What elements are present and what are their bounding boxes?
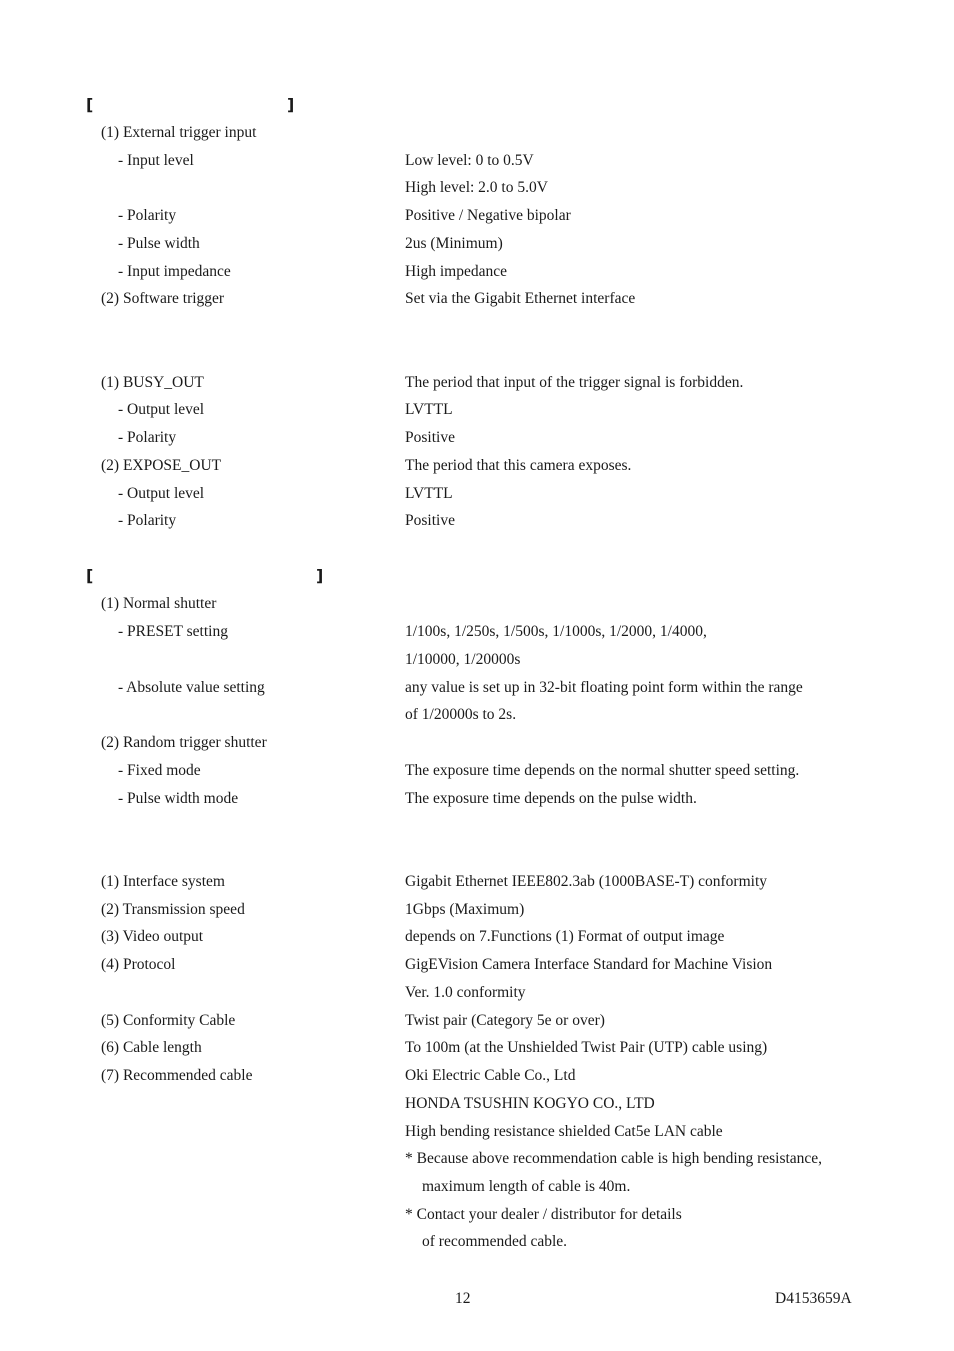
- expose-out-value: The period that this camera exposes.: [405, 457, 632, 474]
- input-level-high: High level: 2.0 to 5.0V: [405, 179, 548, 196]
- recommended-cable-note: * Contact your dealer / distributor for details: [405, 1206, 682, 1223]
- video-output-label: (3) Video output: [101, 928, 204, 945]
- expose-out-polarity-label: - Polarity: [118, 512, 177, 529]
- section-heading-close-bracket: ]: [287, 95, 295, 114]
- interface-system-label: (1) Interface system: [101, 873, 225, 890]
- conformity-cable-label: (5) Conformity Cable: [101, 1012, 236, 1029]
- recommended-cable-label: (7) Recommended cable: [101, 1067, 253, 1084]
- conformity-cable-value: Twist pair (Category 5e or over): [405, 1012, 605, 1029]
- normal-shutter-label: (1) Normal shutter: [101, 595, 217, 612]
- random-trigger-shutter-label: (2) Random trigger shutter: [101, 734, 267, 751]
- expose-out-label: (2) EXPOSE_OUT: [101, 457, 222, 474]
- transmission-speed-value: 1Gbps (Maximum): [405, 901, 525, 918]
- busy-out-polarity-label: - Polarity: [118, 429, 177, 446]
- input-impedance-value: High impedance: [405, 263, 508, 280]
- busy-out-label: (1) BUSY_OUT: [101, 374, 204, 391]
- external-trigger-label: (1) External trigger input: [101, 124, 257, 141]
- cable-length-value: To 100m (at the Unshielded Twist Pair (UTP) cable using): [405, 1039, 768, 1056]
- absolute-setting-line2: of 1/20000s to 2s.: [405, 706, 517, 723]
- software-trigger-label: (2) Software trigger: [101, 290, 225, 307]
- busy-out-value: The period that input of the trigger signal is forbidden.: [405, 374, 744, 391]
- page-number: 12: [455, 1290, 471, 1307]
- fixed-mode-value: The exposure time depends on the normal shutter speed setting.: [405, 762, 800, 779]
- input-level-label: - Input level: [118, 152, 194, 169]
- expose-out-polarity-value: Positive: [405, 512, 455, 529]
- section-heading-open-bracket: [: [86, 95, 94, 114]
- busy-out-level-value: LVTTL: [405, 401, 453, 418]
- cable-length-label: (6) Cable length: [101, 1039, 202, 1056]
- recommended-cable-note: * Because above recommendation cable is high bending resistance,: [405, 1150, 823, 1167]
- pulse-width-label: - Pulse width: [118, 235, 200, 252]
- absolute-setting-label: - Absolute value setting: [118, 679, 265, 696]
- input-impedance-label: - Input impedance: [118, 263, 231, 280]
- trigger-polarity-value: Positive / Negative bipolar: [405, 207, 571, 224]
- preset-setting-label: - PRESET setting: [118, 623, 228, 640]
- expose-out-level-label: - Output level: [118, 485, 205, 502]
- protocol-line1: GigEVision Camera Interface Standard for Machine Vision: [405, 956, 773, 973]
- input-level-low: Low level: 0 to 0.5V: [405, 152, 534, 169]
- busy-out-polarity-value: Positive: [405, 429, 455, 446]
- preset-setting-line1: 1/100s, 1/250s, 1/500s, 1/1000s, 1/2000, 1/4000,: [405, 623, 707, 640]
- fixed-mode-label: - Fixed mode: [118, 762, 201, 779]
- preset-setting-line2: 1/10000, 1/20000s: [405, 651, 521, 668]
- busy-out-level-label: - Output level: [118, 401, 205, 418]
- protocol-label: (4) Protocol: [101, 956, 176, 973]
- pulse-width-mode-label: - Pulse width mode: [118, 790, 239, 807]
- document-id: D4153659A: [775, 1290, 852, 1307]
- interface-system-value: Gigabit Ethernet IEEE802.3ab (1000BASE-T) conformity: [405, 873, 768, 890]
- shutter-heading-open-bracket: [: [86, 566, 94, 585]
- recommended-cable-line: HONDA TSUSHIN KOGYO CO., LTD: [405, 1095, 655, 1112]
- absolute-setting-line1: any value is set up in 32-bit floating point form within the range: [405, 679, 803, 696]
- protocol-line2: Ver. 1.0 conformity: [405, 984, 526, 1001]
- recommended-cable-line: Oki Electric Cable Co., Ltd: [405, 1067, 576, 1084]
- recommended-cable-line: High bending resistance shielded Cat5e LAN cable: [405, 1123, 723, 1140]
- recommended-cable-note: maximum length of cable is 40m.: [422, 1178, 631, 1195]
- pulse-width-value: 2us (Minimum): [405, 235, 503, 252]
- recommended-cable-note: of recommended cable.: [422, 1233, 568, 1250]
- expose-out-level-value: LVTTL: [405, 485, 453, 502]
- software-trigger-value: Set via the Gigabit Ethernet interface: [405, 290, 636, 307]
- pulse-width-mode-value: The exposure time depends on the pulse width.: [405, 790, 697, 807]
- transmission-speed-label: (2) Transmission speed: [101, 901, 245, 918]
- trigger-polarity-label: - Polarity: [118, 207, 177, 224]
- video-output-value: depends on 7.Functions (1) Format of output image: [405, 928, 725, 945]
- shutter-heading-close-bracket: ]: [316, 566, 324, 585]
